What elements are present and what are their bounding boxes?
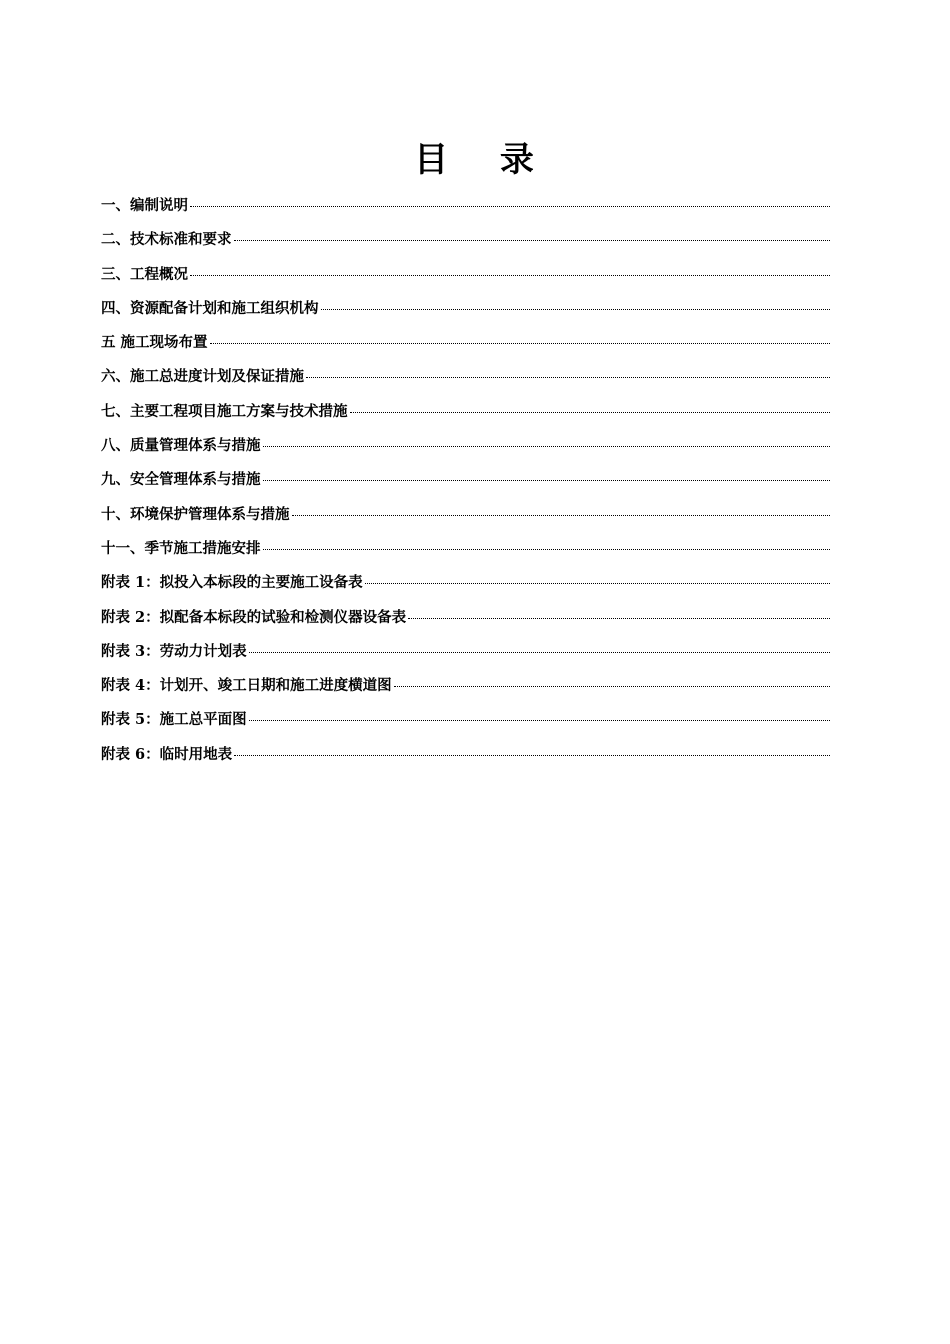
dot-leader	[210, 343, 830, 344]
dot-leader	[249, 720, 830, 721]
toc-entry-label: 四、资源配备计划和施工组织机构	[101, 299, 319, 317]
toc-entry[interactable]	[101, 710, 830, 744]
toc-entry-label: 三、工程概况	[101, 265, 188, 283]
toc-entry-label: 附表 3：劳动力计划表	[101, 642, 247, 660]
toc-entry-label: 九、安全管理体系与措施	[101, 471, 261, 489]
toc-entry[interactable]	[101, 367, 830, 401]
dot-leader	[350, 412, 831, 413]
toc-entry-label: 二、技术标准和要求	[101, 231, 232, 249]
toc-entry[interactable]	[101, 230, 830, 264]
toc-entry-label: 十、环境保护管理体系与措施	[101, 505, 290, 523]
toc-entry[interactable]	[101, 299, 830, 333]
toc-entry[interactable]	[101, 505, 830, 539]
dot-leader	[394, 686, 830, 687]
toc-entry[interactable]	[101, 608, 830, 642]
toc-entry-label: 附表 2：拟配备本标段的试验和检测仪器设备表	[101, 608, 407, 626]
table-of-contents	[101, 196, 830, 779]
dot-leader	[365, 583, 830, 584]
toc-entry[interactable]	[101, 745, 830, 779]
toc-entry[interactable]	[101, 333, 830, 367]
dot-leader	[190, 206, 830, 207]
toc-entry-label: 附表 6：临时用地表	[101, 745, 233, 763]
dot-leader	[408, 618, 830, 619]
toc-entry-label: 附表 4：计划开、竣工日期和施工进度横道图	[101, 677, 392, 695]
toc-entry[interactable]	[101, 470, 830, 504]
toc-entry-label: 六、施工总进度计划及保证措施	[101, 368, 304, 386]
dot-leader	[263, 549, 831, 550]
toc-entry[interactable]	[101, 573, 830, 607]
toc-entry[interactable]	[101, 196, 830, 230]
toc-entry[interactable]	[101, 436, 830, 470]
toc-entry-label: 十一、季节施工措施安排	[101, 539, 261, 557]
dot-leader	[321, 309, 831, 310]
toc-entry[interactable]	[101, 265, 830, 299]
dot-leader	[292, 515, 831, 516]
toc-entry[interactable]	[101, 676, 830, 710]
toc-entry-label: 五 施工现场布置	[101, 334, 208, 352]
dot-leader	[249, 652, 830, 653]
toc-entry-label: 附表 1：拟投入本标段的主要施工设备表	[101, 574, 363, 592]
toc-entry[interactable]	[101, 642, 830, 676]
toc-entry-label: 七、主要工程项目施工方案与技术措施	[101, 402, 348, 420]
toc-entry-label: 一、编制说明	[101, 197, 188, 214]
dot-leader	[234, 240, 831, 241]
dot-leader	[190, 275, 830, 276]
document-title: 目 录	[414, 140, 554, 180]
dot-leader	[306, 377, 830, 378]
toc-entry-label: 附表 5：施工总平面图	[101, 711, 247, 729]
toc-entry[interactable]	[101, 402, 830, 436]
toc-entry[interactable]	[101, 539, 830, 573]
toc-entry-label: 八、质量管理体系与措施	[101, 437, 261, 455]
dot-leader	[263, 446, 831, 447]
dot-leader	[263, 480, 831, 481]
dot-leader	[234, 755, 830, 756]
